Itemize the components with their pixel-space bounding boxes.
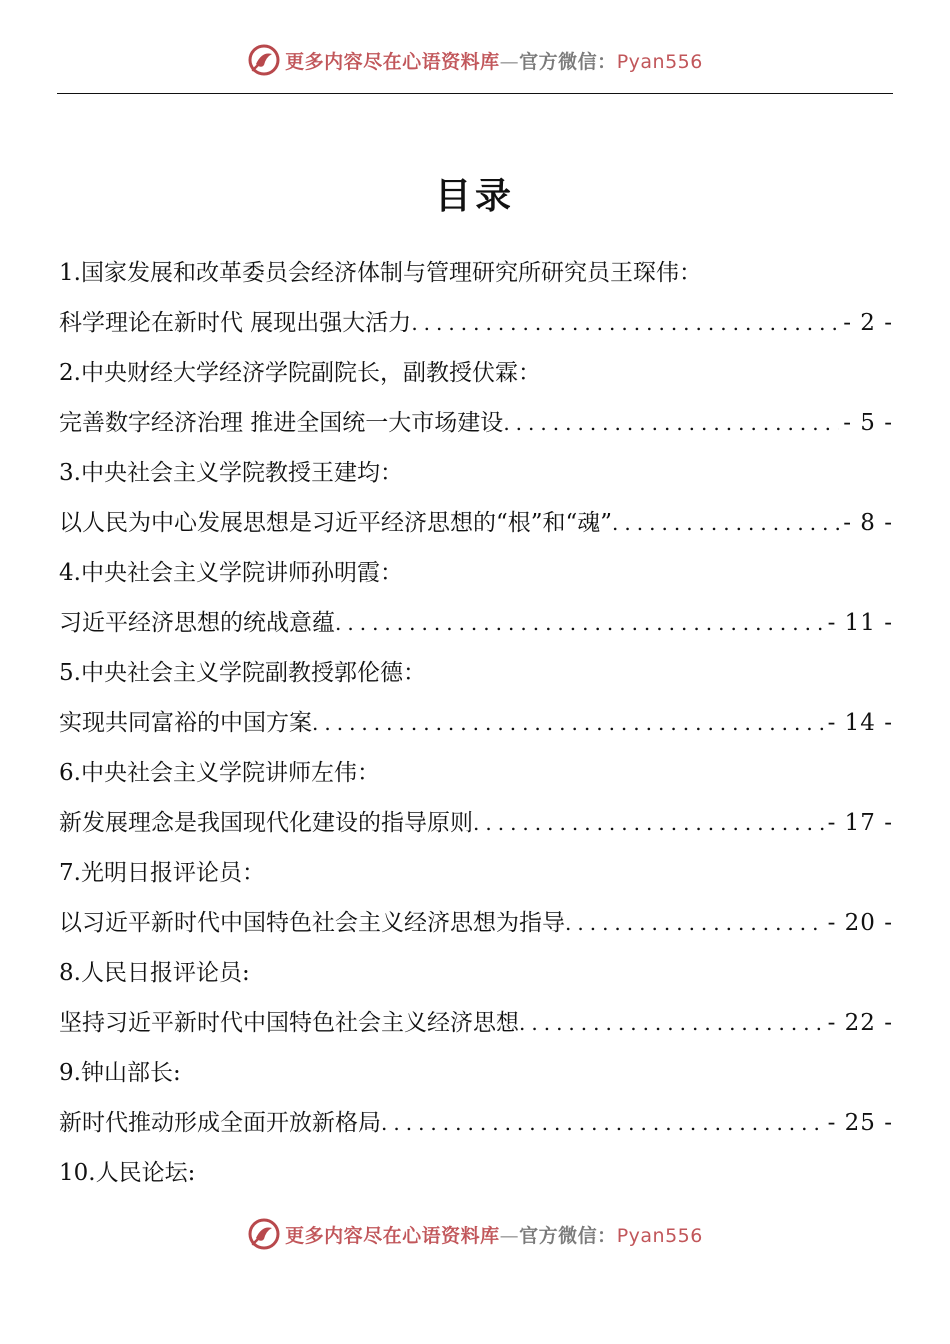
header-wechat-label: 官方微信： bbox=[519, 50, 617, 73]
toc-entry-title: 以人民为中心发展思想是习近平经济思想的“根”和“魂” bbox=[59, 510, 613, 536]
toc-entry-title: 完善数字经济治理 推进全国统一大市场建设 bbox=[59, 410, 504, 436]
toc-dot-leader bbox=[411, 298, 839, 348]
toc-entry-heading: 7.光明日报评论员： bbox=[59, 860, 265, 886]
toc-dot-leader bbox=[612, 498, 839, 548]
toc-entry-link[interactable] bbox=[59, 598, 893, 648]
brand-logo-icon bbox=[247, 43, 281, 77]
toc-entry-heading: 10.人民论坛: bbox=[59, 1160, 196, 1186]
toc-entry-heading: 8.人民日报评论员: bbox=[59, 960, 250, 986]
toc-dot-leader bbox=[565, 898, 824, 948]
toc-entry-link[interactable] bbox=[59, 998, 893, 1048]
header-separator: — bbox=[499, 50, 520, 73]
page-title: 目录 bbox=[434, 175, 515, 217]
header-banner bbox=[0, 40, 950, 80]
toc-entry-heading: 9.钟山部长: bbox=[59, 1060, 181, 1086]
table-of-contents bbox=[59, 248, 893, 1198]
toc-entry-title: 习近平经济思想的统战意蕴 bbox=[59, 610, 335, 636]
toc-page-number: - 17 - bbox=[827, 810, 893, 836]
toc-entry-heading: 3.中央社会主义学院教授王建均： bbox=[59, 460, 403, 486]
toc-dot-leader bbox=[519, 998, 824, 1048]
toc-page-number: - 5 - bbox=[843, 410, 893, 436]
toc-entry-heading: 1.国家发展和改革委员会经济体制与管理研究所研究员王琛伟： bbox=[59, 260, 702, 286]
footer-banner bbox=[0, 1214, 950, 1254]
footer-wechat-label: 官方微信： bbox=[519, 1224, 617, 1247]
toc-entry-link[interactable] bbox=[59, 898, 893, 948]
toc-entry-heading: 4.中央社会主义学院讲师孙明霞： bbox=[59, 560, 403, 586]
header-banner-text bbox=[285, 47, 703, 74]
toc-page-number: - 25 - bbox=[827, 1110, 893, 1136]
toc-entry-heading: 5.中央社会主义学院副教授郭伦德： bbox=[59, 660, 426, 686]
footer-brand-text: 更多内容尽在心语资料库 bbox=[285, 1224, 500, 1247]
footer-wechat-id: Pyan556 bbox=[616, 1224, 703, 1247]
toc-dot-leader bbox=[335, 598, 824, 648]
header-wechat-id: Pyan556 bbox=[616, 50, 703, 73]
toc-page-number: - 11 - bbox=[827, 610, 893, 636]
brand-logo-icon bbox=[247, 1217, 281, 1251]
toc-entry-link[interactable] bbox=[59, 298, 893, 348]
toc-entry-heading: 2.中央财经大学经济学院副院长，副教授伏霖： bbox=[59, 360, 541, 386]
footer-separator: — bbox=[499, 1224, 520, 1247]
toc-entry-title: 科学理论在新时代 展现出强大活力 bbox=[59, 310, 412, 336]
toc-entry-link[interactable] bbox=[59, 798, 893, 848]
toc-entry-title: 以习近平新时代中国特色社会主义经济思想为指导 bbox=[59, 910, 565, 936]
toc-entry-title: 坚持习近平新时代中国特色社会主义经济思想 bbox=[59, 1010, 519, 1036]
toc-entry-title: 实现共同富裕的中国方案 bbox=[59, 710, 312, 736]
toc-entry-title: 新时代推动形成全面开放新格局 bbox=[59, 1110, 381, 1136]
footer-banner-text bbox=[285, 1221, 703, 1248]
toc-page-number: - 20 - bbox=[827, 910, 893, 936]
toc-entry-heading: 6.中央社会主义学院讲师左伟： bbox=[59, 760, 380, 786]
toc-dot-leader bbox=[312, 698, 824, 748]
toc-entry-link[interactable] bbox=[59, 1098, 893, 1148]
toc-page-number: - 2 - bbox=[843, 310, 893, 336]
toc-entry-link[interactable] bbox=[59, 398, 893, 448]
toc-page-number: - 14 - bbox=[827, 710, 893, 736]
toc-entry-link[interactable] bbox=[59, 698, 893, 748]
toc-page-number: - 22 - bbox=[827, 1010, 893, 1036]
toc-entry-link[interactable] bbox=[59, 498, 893, 548]
header-brand-text: 更多内容尽在心语资料库 bbox=[285, 50, 500, 73]
toc-dot-leader bbox=[503, 398, 839, 448]
toc-entry-title: 新发展理念是我国现代化建设的指导原则 bbox=[59, 810, 473, 836]
toc-page-number: - 8 - bbox=[843, 510, 893, 536]
toc-dot-leader bbox=[473, 798, 824, 848]
header-divider bbox=[57, 93, 893, 94]
toc-dot-leader bbox=[381, 1098, 824, 1148]
